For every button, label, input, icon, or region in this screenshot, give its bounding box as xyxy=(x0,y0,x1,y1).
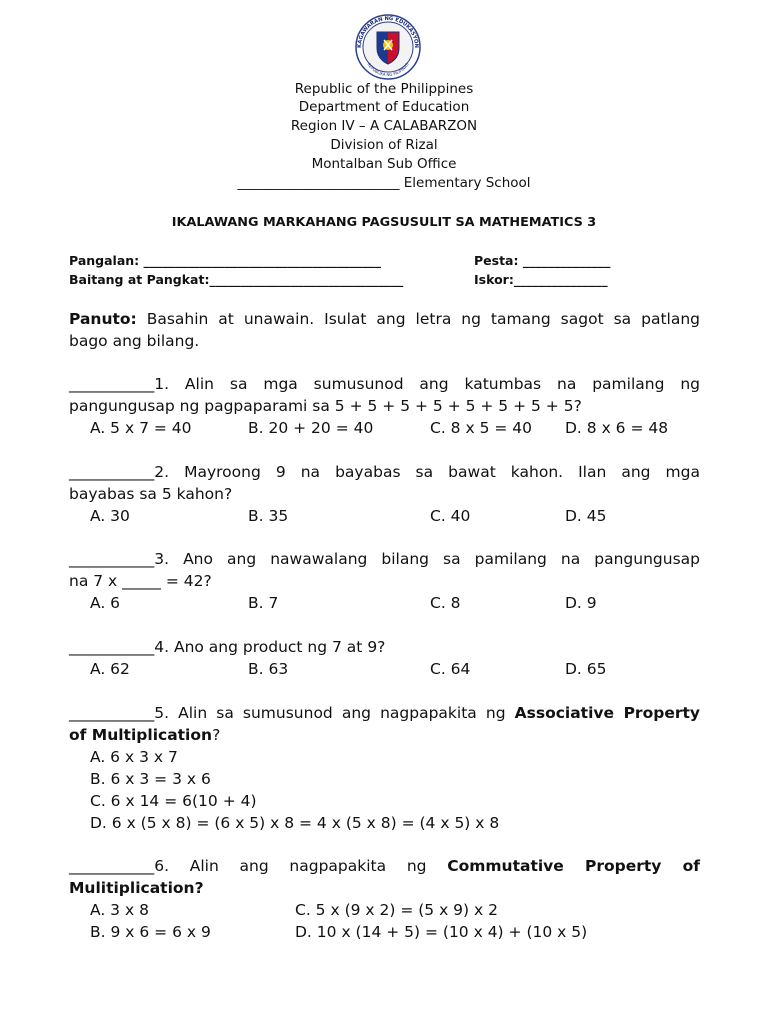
q6-choice-b: B. 9 x 6 = 6 x 9 xyxy=(90,923,211,941)
q1-choice-d: D. 8 x 6 = 48 xyxy=(565,419,669,437)
question-2: ___________2. Mayroong 9 na bayabas sa bawat kahon. Ilan ang mga xyxy=(69,463,700,481)
q3-choice-c: C. 8 xyxy=(430,594,461,612)
q4-choice-c: C. 64 xyxy=(430,660,471,678)
q3-choice-b: B. 7 xyxy=(248,594,279,612)
q2-choice-b: B. 35 xyxy=(248,507,289,525)
q3-choice-d: D. 9 xyxy=(565,594,597,612)
q4-choice-b: B. 63 xyxy=(248,660,289,678)
question-6-line-2: Mulitiplication? xyxy=(69,879,204,897)
header-division: Division of Rizal xyxy=(330,137,438,153)
q5-choice-a: A. 6 x 3 x 7 xyxy=(90,748,178,766)
q5-choice-c: C. 6 x 14 = 6(10 + 4) xyxy=(90,792,257,810)
date-field[interactable]: Pesta: ______________ xyxy=(474,253,611,268)
question-3-line-2: na 7 x _____ = 42? xyxy=(69,572,212,590)
question-2-line-2: bayabas sa 5 kahon? xyxy=(69,485,233,503)
header-sub-office: Montalban Sub Office xyxy=(311,156,457,172)
score-field[interactable]: Iskor:_______________ xyxy=(474,272,608,287)
instructions-label: Panuto: xyxy=(69,310,137,328)
question-5-line-2: of Multiplication? xyxy=(69,726,221,744)
q3-choice-a: A. 6 xyxy=(90,594,121,612)
instructions-line-1: Panuto: Basahin at unawain. Isulat ang letra ng tamang sagot sa patlang xyxy=(69,310,700,328)
exam-title: IKALAWANG MARKAHANG PAGSUSULIT SA MATHEMATICS 3 xyxy=(171,215,597,230)
q1-choice-a: A. 5 x 7 = 40 xyxy=(90,419,192,437)
q2-choice-a: A. 30 xyxy=(90,507,130,525)
q1-choice-b: B. 20 + 20 = 40 xyxy=(248,419,374,437)
question-6: ___________6. Alin ang nagpapakita ng Commutative Property of xyxy=(69,857,701,875)
header-region: Region IV – A CALABARZON xyxy=(290,118,478,134)
question-1-line-2: pangungusap ng pagpaparami sa 5 + 5 + 5 + 5 + 5 + 5 + 5 + 5? xyxy=(69,397,582,415)
q5-choice-b: B. 6 x 3 = 3 x 6 xyxy=(90,770,211,788)
header-department: Department of Education xyxy=(298,99,470,115)
grade-section-field[interactable]: Baitang at Pangkat:_______________________________ xyxy=(69,272,404,287)
q4-choice-d: D. 65 xyxy=(565,660,607,678)
q4-choice-a: A. 62 xyxy=(90,660,130,678)
instructions-line-2: bago ang bilang. xyxy=(69,332,200,350)
q6-choice-d: D. 10 x (14 + 5) = (10 x 4) + (10 x 5) xyxy=(295,923,588,941)
q2-choice-d: D. 45 xyxy=(565,507,607,525)
question-1: ___________1. Alin sa mga sumusunod ang katumbas na pamilang ng xyxy=(69,375,700,393)
seal-top-text: KAGAWARAN NG EDUKASYON xyxy=(356,15,420,49)
q5-choice-d: D. 6 x (5 x 8) = (6 x 5) x 8 = 4 x (5 x 8) = (4 x 5) x 8 xyxy=(90,814,500,832)
seal-bottom-text: REPUBLIKA NG PILIPINAS xyxy=(366,61,410,78)
question-5: ___________5. Alin sa sumusunod ang nagpapakita ng Associative Property xyxy=(69,704,700,722)
question-4: ___________4. Ano ang product ng 7 at 9? xyxy=(69,638,386,656)
q1-choice-c: C. 8 x 5 = 40 xyxy=(430,419,532,437)
name-field[interactable]: Pangalan: ______________________________________ xyxy=(69,253,382,268)
header-country: Republic of the Philippines xyxy=(294,81,474,97)
q2-choice-c: C. 40 xyxy=(430,507,471,525)
deped-seal-logo xyxy=(349,14,427,80)
question-3: ___________3. Ano ang nawawalang bilang sa pamilang na pangungusap xyxy=(69,550,700,568)
header-school: ________________________ Elementary School xyxy=(237,175,531,191)
q6-choice-c: C. 5 x (9 x 2) = (5 x 9) x 2 xyxy=(295,901,498,919)
q6-choice-a: A. 3 x 8 xyxy=(90,901,149,919)
